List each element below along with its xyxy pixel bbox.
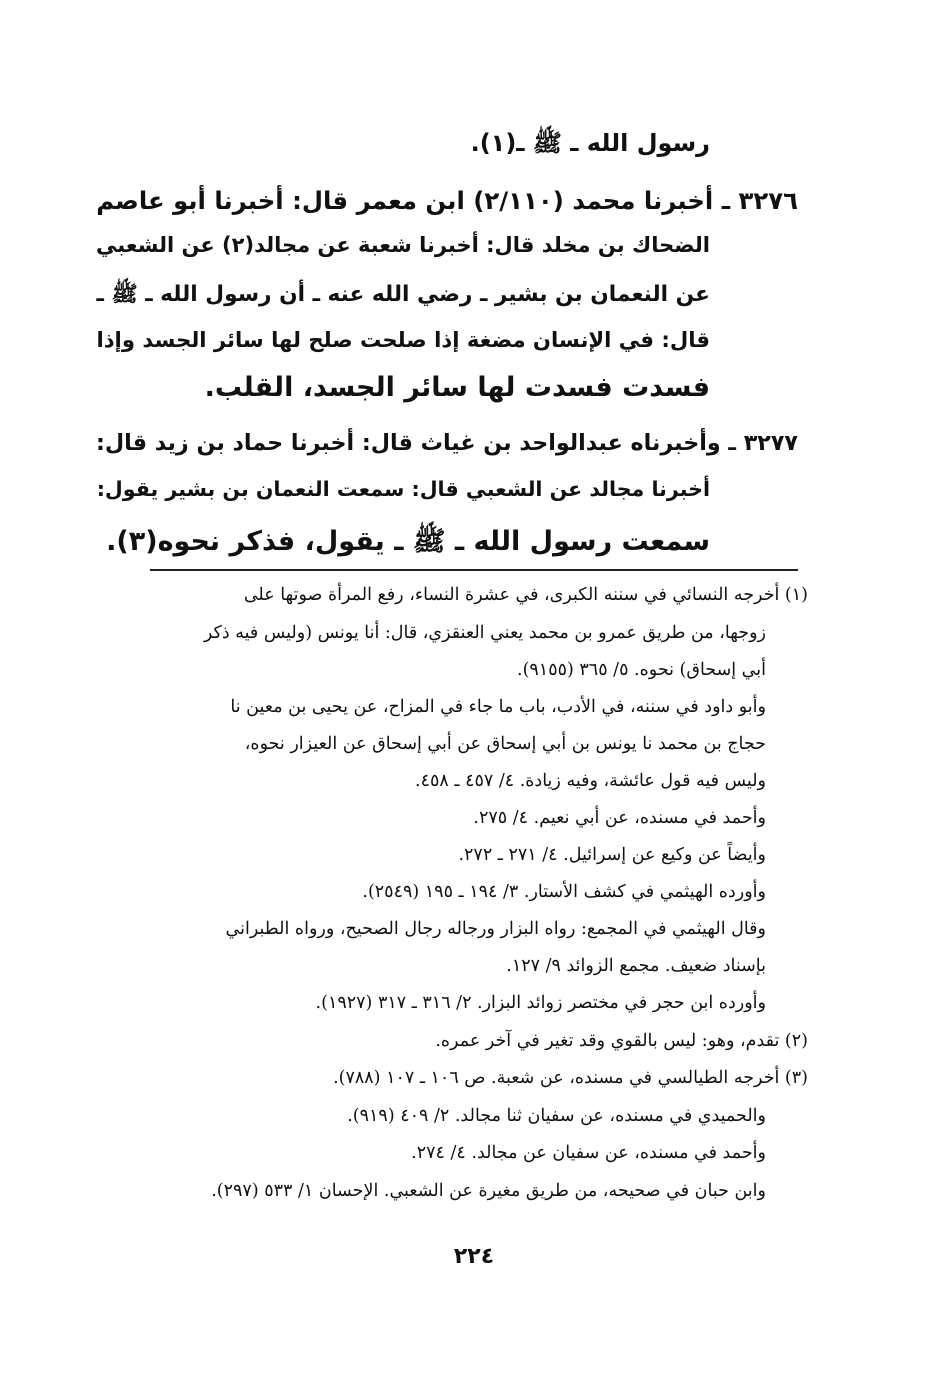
footnote-line: (٢) تقدم، وهو: ليس بالقوي وقد تغير في آخر عمره. — [435, 1031, 808, 1051]
footnote-line: وأورده ابن حجر في مختصر زوائد البزار. ٢/ ٣١٦ ـ ٣١٧ (١٩٢٧). — [315, 993, 766, 1013]
footnote-separator — [150, 569, 798, 571]
footnote-line: أبي إسحاق) نحوه. ٥/ ٣٦٥ (٩١٥٥). — [517, 660, 766, 680]
footnote-line: (٣) أخرجه الطيالسي في مسنده، عن شعبة. ص ١٠٦ ـ ١٠٧ (٧٨٨). — [333, 1068, 808, 1088]
footnote-line: وقال الهيثمي في المجمع: رواه البزار ورجاله رجال الصحيح، ورواه الطبراني — [225, 919, 766, 939]
footnote-line: وأبو داود في سننه، في الأدب، باب ما جاء في المزاح، عن يحيى بن معين نا — [230, 697, 766, 717]
hadith-line: أخبرنا مجالد عن الشعبي قال: سمعت النعمان بن بشير يقول: — [96, 477, 710, 501]
continuation-line: رسول الله ـ ﷺ ـ(١). — [470, 129, 710, 157]
footnote-line: والحميدي في مسنده، عن سفيان ثنا مجالد. ٢/ ٤٠٩ (٩١٩). — [347, 1106, 766, 1126]
footnote-line: حجاج بن محمد نا يونس بن أبي إسحاق عن أبي إسحاق عن العيزار نحوه، — [244, 734, 766, 754]
page-number: ٢٢٤ — [453, 1244, 495, 1269]
footnote-line: بإسناد ضعيف. مجمع الزوائد ٩/ ١٢٧. — [506, 956, 766, 976]
hadith-line: عن النعمان بن بشير ـ رضي الله عنه ـ أن رسول الله ـ ﷺ ـ — [96, 282, 710, 307]
footnote-line: وليس فيه قول عائشة، وفيه زيادة. ٤/ ٤٥٧ ـ ٤٥٨. — [415, 771, 766, 791]
hadith-line: ٣٢٧٧ ـ وأخبرناه عبدالواحد بن غياث قال: أخبرنا حماد بن زيد قال: — [95, 430, 798, 456]
hadith-line: قال: في الإنسان مضغة إذا صلحت صلح لها سائر الجسد وإذا — [96, 327, 710, 352]
hadith-line: فسدت فسدت لها سائر الجسد، القلب. — [204, 372, 710, 403]
hadith-line: سمعت رسول الله ـ ﷺ ـ يقول، فذكر نحوه(٣). — [106, 526, 710, 557]
footnote-line: وأحمد في مسنده، عن أبي نعيم. ٤/ ٢٧٥. — [473, 808, 766, 828]
footnote-line: (١) أخرجه النسائي في سننه الكبرى، في عشرة النساء، رفع المرأة صوتها على — [243, 585, 808, 605]
hadith-line: ٣٢٧٦ ـ أخبرنا محمد (٢/١١٠) ابن معمر قال: أخبرنا أبو عاصم — [96, 186, 798, 215]
footnote-line: وأيضاً عن وكيع عن إسرائيل. ٤/ ٢٧١ ـ ٢٧٢. — [458, 845, 766, 865]
footnote-line: وأحمد في مسنده، عن سفيان عن مجالد. ٤/ ٢٧٤. — [411, 1143, 766, 1163]
footnote-line: زوجها، من طريق عمرو بن محمد يعني العنقزي، قال: أنا يونس (وليس فيه ذكر — [203, 623, 766, 643]
footnote-line: وأورده الهيثمي في كشف الأستار. ٣/ ١٩٤ ـ ١٩٥ (٢٥٤٩). — [362, 882, 766, 902]
hadith-line: الضحاك بن مخلد قال: أخبرنا شعبة عن مجالد(٢) عن الشعبي — [96, 232, 710, 257]
footnote-line: وابن حبان في صحيحه، من طريق مغيرة عن الشعبي. الإحسان ١/ ٥٣٣ (٢٩٧). — [211, 1181, 766, 1201]
